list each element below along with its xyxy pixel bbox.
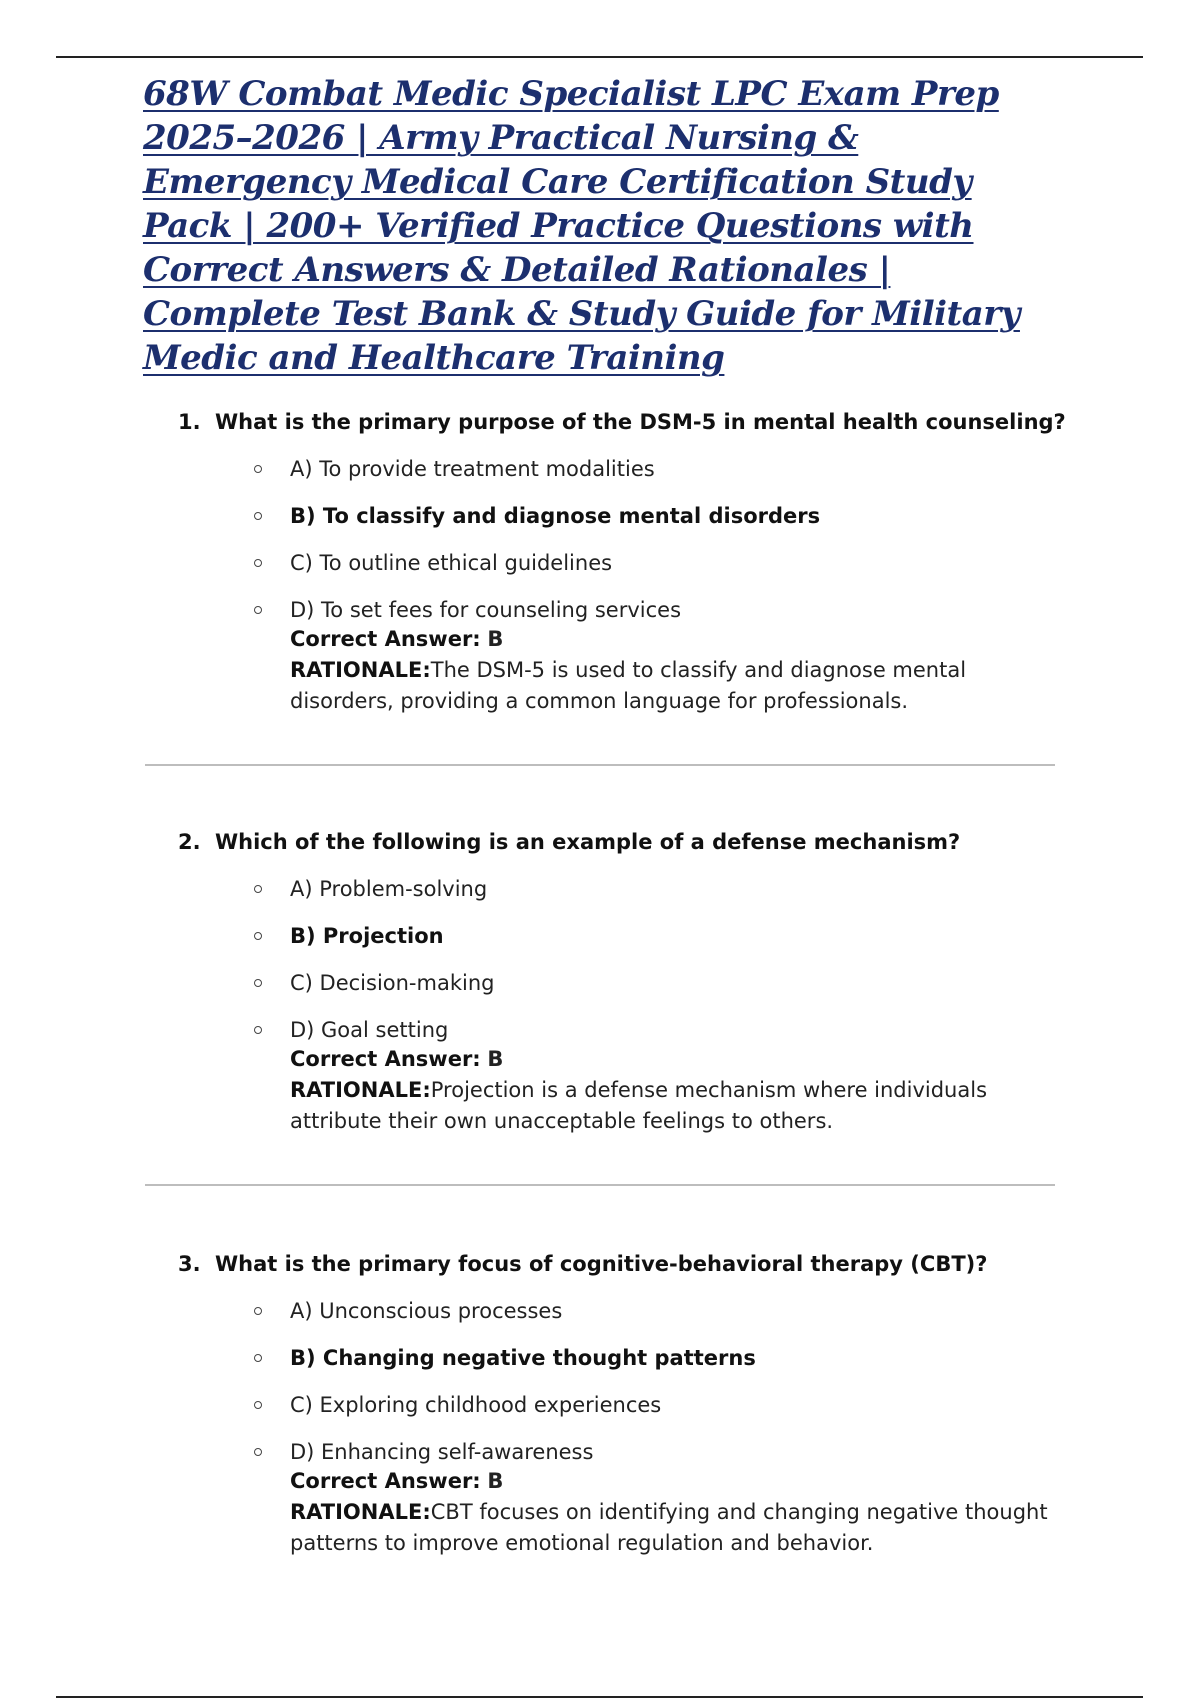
question-number: 3.	[178, 1252, 201, 1276]
answer-block	[178, 1466, 1078, 1559]
circle-bullet-icon	[254, 1448, 262, 1456]
option-a	[178, 875, 1078, 903]
circle-bullet-icon	[254, 1026, 262, 1034]
question-2	[178, 828, 1078, 1137]
rationale	[290, 1497, 1070, 1559]
option-text: B) Projection	[290, 924, 444, 948]
option-list	[178, 1297, 1078, 1466]
question-divider	[145, 764, 1055, 766]
correct-answer-value: B	[487, 1469, 504, 1493]
option-text: D) Enhancing self-awareness	[290, 1440, 594, 1464]
correct-answer-value: B	[487, 1047, 504, 1071]
bottom-rule	[56, 1696, 1143, 1698]
option-text: C) To outline ethical guidelines	[290, 551, 613, 575]
option-a	[178, 1297, 1078, 1325]
option-text: A) To provide treatment modalities	[290, 457, 655, 481]
option-list	[178, 455, 1078, 624]
option-c	[178, 549, 1078, 577]
option-text: C) Exploring childhood experiences	[290, 1393, 662, 1417]
correct-answer-label: Correct Answer:	[290, 627, 481, 651]
option-list	[178, 875, 1078, 1044]
top-rule	[56, 56, 1143, 58]
circle-bullet-icon	[254, 1307, 262, 1315]
correct-answer	[290, 1044, 1078, 1075]
option-a	[178, 455, 1078, 483]
option-text: C) Decision-making	[290, 971, 495, 995]
correct-answer	[290, 1466, 1078, 1497]
circle-bullet-icon	[254, 606, 262, 614]
option-d	[178, 596, 1078, 624]
circle-bullet-icon	[254, 885, 262, 893]
rationale-label: RATIONALE:	[290, 1500, 431, 1524]
circle-bullet-icon	[254, 1401, 262, 1409]
answer-block	[178, 1044, 1078, 1137]
rationale-text: Projection is a defense mechanism where individuals attribute their own unacceptable feelings to others.	[290, 1078, 988, 1133]
option-text: A) Problem-solving	[290, 877, 488, 901]
document-title: 68W Combat Medic Specialist LPC Exam Prep 2025–2026 | Army Practical Nursing & Emergency Medical Care Certification Study Pack | 200+ Verified Practice Questions with Correct Answers & Detailed Rationales | Complete Test Bank & Study Guide for Military Medic and Healthcare Training	[143, 74, 1020, 378]
circle-bullet-icon	[254, 465, 262, 473]
circle-bullet-icon	[254, 512, 262, 520]
option-b	[178, 1344, 1078, 1372]
rationale-label: RATIONALE:	[290, 1078, 431, 1102]
rationale	[290, 1075, 1070, 1137]
question-text: Which of the following is an example of a defense mechanism?	[215, 830, 961, 854]
correct-answer	[290, 624, 1078, 655]
option-text: D) To set fees for counseling services	[290, 598, 682, 622]
circle-bullet-icon	[254, 559, 262, 567]
option-b	[178, 922, 1078, 950]
answer-block	[178, 624, 1078, 717]
question-stem	[178, 408, 1078, 436]
option-b	[178, 502, 1078, 530]
question-text: What is the primary purpose of the DSM-5 in mental health counseling?	[215, 410, 1066, 434]
question-stem	[178, 828, 1078, 856]
rationale	[290, 655, 1070, 717]
circle-bullet-icon	[254, 932, 262, 940]
question-number: 2.	[178, 830, 201, 854]
circle-bullet-icon	[254, 979, 262, 987]
rationale-text: The DSM-5 is used to classify and diagnose mental disorders, providing a common language for professionals.	[290, 658, 967, 713]
question-text: What is the primary focus of cognitive-behavioral therapy (CBT)?	[215, 1252, 988, 1276]
question-3	[178, 1250, 1078, 1559]
option-text: A) Unconscious processes	[290, 1299, 563, 1323]
question-1	[178, 408, 1078, 717]
option-c	[178, 1391, 1078, 1419]
option-text: D) Goal setting	[290, 1018, 449, 1042]
option-c	[178, 969, 1078, 997]
correct-answer-value: B	[487, 627, 504, 651]
option-d	[178, 1016, 1078, 1044]
question-divider	[145, 1184, 1055, 1186]
question-number: 1.	[178, 410, 201, 434]
option-text: B) Changing negative thought patterns	[290, 1346, 756, 1370]
circle-bullet-icon	[254, 1354, 262, 1362]
rationale-text: CBT focuses on identifying and changing negative thought patterns to improve emotional regulation and behavior.	[290, 1500, 1048, 1555]
rationale-label: RATIONALE:	[290, 658, 431, 682]
option-d	[178, 1438, 1078, 1466]
correct-answer-label: Correct Answer:	[290, 1047, 481, 1071]
correct-answer-label: Correct Answer:	[290, 1469, 481, 1493]
option-text: B) To classify and diagnose mental disorders	[290, 504, 821, 528]
question-stem	[178, 1250, 1078, 1278]
